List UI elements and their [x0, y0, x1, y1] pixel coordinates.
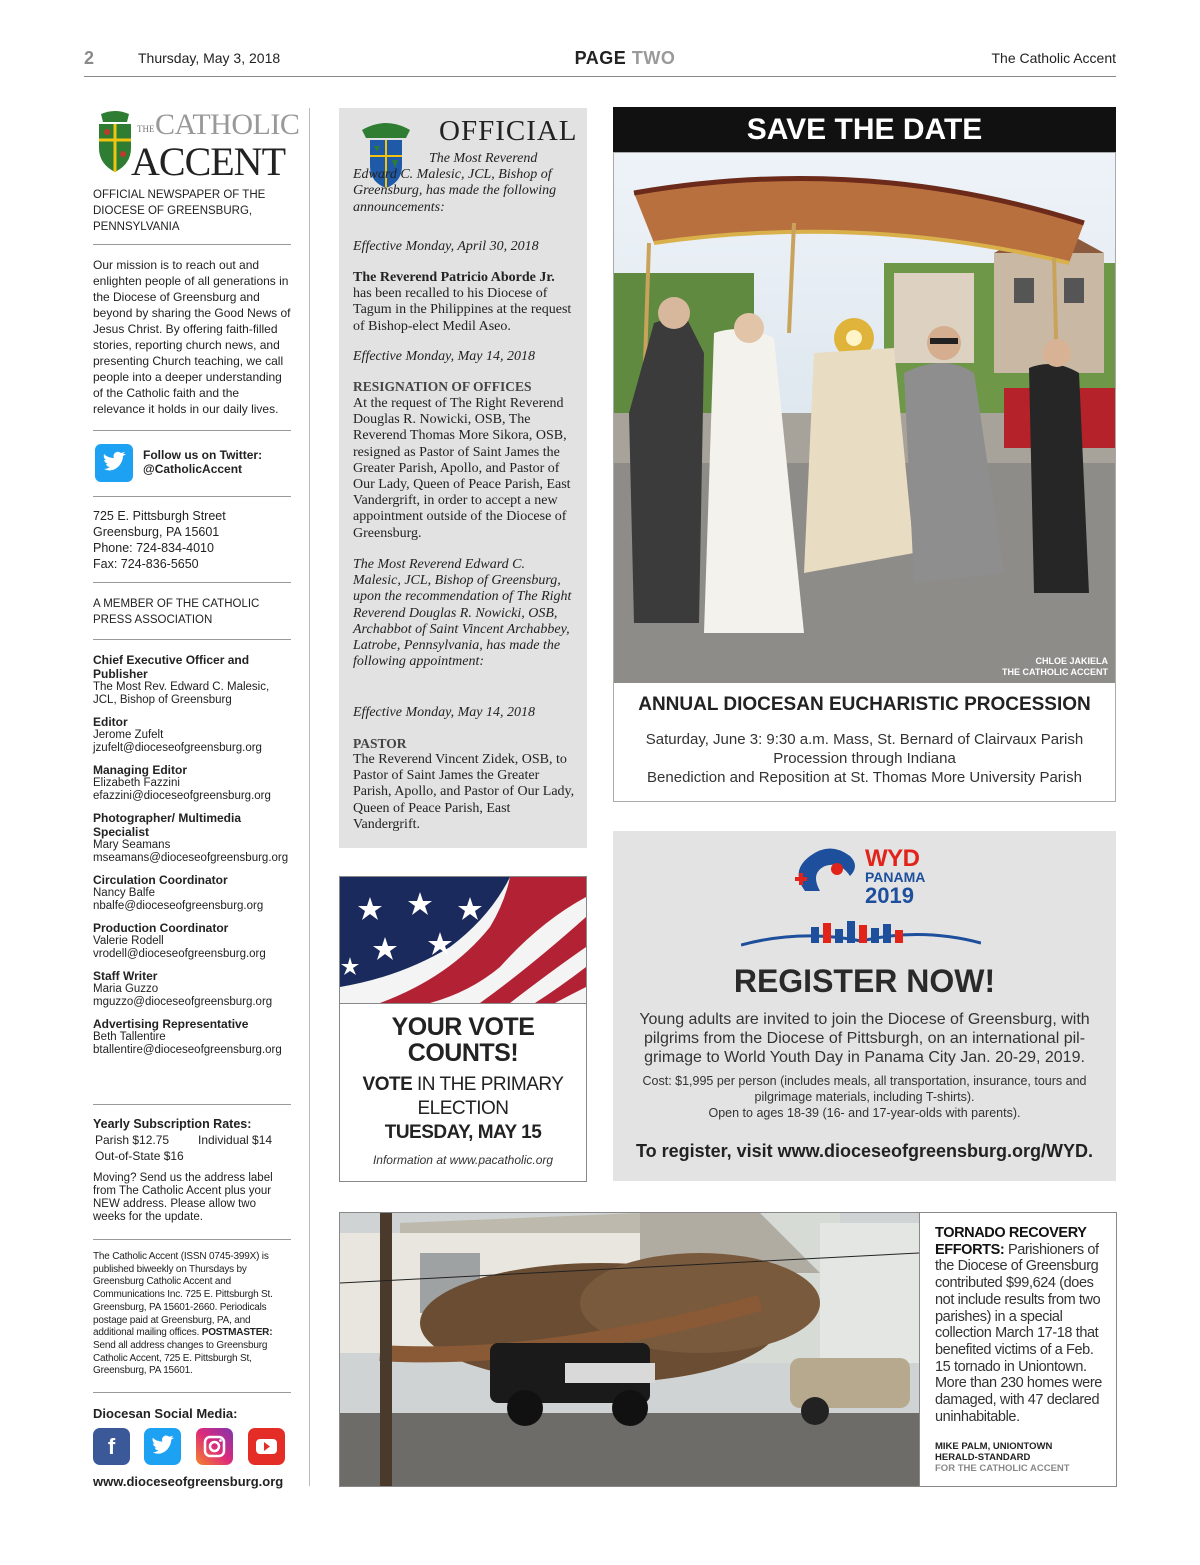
phone-number: Phone: 724-834-4010	[93, 541, 214, 555]
subscription-block	[93, 1116, 291, 1224]
vote-line-2: ELECTION	[417, 1098, 509, 1119]
resignation-text: At the request of The Right Reverend Douglas R. Nowicki, OSB, The Reverend Thomas More Sikora, OSB, resigned as Pastor of Saint James the Greater Parish, Apollo, and Pastor of Our Lady, Queen of Peace Parish, East Vandergrift, in order to accept a new appointment outside of the Diocese of Greensburg.	[353, 396, 571, 541]
staff-email[interactable]: vrodell@dioceseofgreensburg.org	[93, 948, 266, 960]
divider	[93, 582, 291, 583]
staff-email[interactable]: mguzzo@dioceseofgreensburg.org	[93, 996, 273, 1008]
section-title-light: TWO	[631, 48, 676, 68]
official-announcements	[339, 108, 587, 848]
staff-role: Editor	[93, 715, 128, 729]
tornado-heading: TORNADO RECOVERY EFFORTS:	[935, 1225, 1087, 1258]
staff-role: Managing Editor	[93, 763, 187, 777]
vote-line-1-rest: IN THE PRIMARY	[412, 1074, 564, 1095]
staff-name: Maria Guzzo	[93, 983, 159, 995]
recall-name: The Reverend Patricio Aborde Jr.	[353, 270, 555, 285]
divider	[919, 1213, 920, 1486]
postal-statement	[93, 1251, 291, 1378]
official-title: OFFICIAL	[439, 115, 578, 147]
logo-the: THE	[137, 124, 155, 134]
staff-email[interactable]: mseamans@dioceseofgreensburg.org	[93, 852, 289, 864]
vote-title-line-2: COUNTS!	[407, 1039, 519, 1067]
postal-text: The Catholic Accent (ISSN 0745-399X) is published biweekly on Thursdays by Greensburg Catholic Accent and Communications Inc. 725 E. Pittsburgh St. Greensburg, PA 15601-2660. Periodicals postage paid at Greensburg, PA, and additional mailing offices.	[93, 1251, 273, 1339]
procession-details	[614, 730, 1115, 787]
tornado-credit-name: MIKE PALM, UNIONTOWN	[935, 1441, 1053, 1452]
vote-line-1	[340, 1073, 586, 1097]
tornado-credit-for: FOR THE CATHOLIC ACCENT	[935, 1463, 1070, 1474]
logo-catholic: CATHOLIC	[155, 108, 300, 141]
issue-date: Thursday, May 3, 2018	[138, 50, 281, 66]
resignation-heading: RESIGNATION OF OFFICES	[353, 379, 532, 394]
twitter-icon[interactable]	[95, 444, 133, 482]
divider	[93, 1104, 291, 1105]
vote-line-3: TUESDAY, MAY 15	[384, 1122, 542, 1143]
mission-statement: Our mission is to reach out and enlighten people of all generations in the Diocese of Greensburg and beyond by sharing the Good News of Jesus Christ. By offering faith-filled stories, reporting church news, and presenting Church teaching, we call people into a deeper understanding of the Catholic faith and the relevance it holds in our daily lives.	[93, 258, 291, 416]
press-association: A MEMBER OF THE CATHOLIC PRESS ASSOCIATION	[93, 598, 260, 626]
divider	[340, 1003, 586, 1004]
address-line-1: 725 E. Pittsburgh Street	[93, 509, 226, 523]
save-the-date-banner: SAVE THE DATE	[613, 107, 1116, 152]
wyd-logo-year: 2019	[865, 883, 914, 908]
social-title: Diocesan Social Media:	[93, 1406, 238, 1421]
subscription-rates	[93, 1132, 291, 1148]
fax-number: Fax: 724-836-5650	[93, 557, 199, 571]
effective-date-1: Effective Monday, April 30, 2018	[353, 239, 539, 254]
effective-date-2: Effective Monday, May 14, 2018	[353, 349, 535, 364]
vote-ad	[339, 876, 587, 1182]
recall-text: has been recalled to his Diocese of Tagum in the Philippines at the request of Bishop-elect Medil Aseo.	[353, 286, 572, 334]
staff-name: The Most Rev. Edward C. Malesic, JCL, Bishop of Greensburg	[93, 681, 270, 706]
procession-line-1: Saturday, June 3: 9:30 a.m. Mass, St. Bernard of Clairvaux Parish	[645, 731, 1084, 748]
masthead-logo	[93, 108, 300, 184]
youtube-icon[interactable]	[248, 1428, 285, 1465]
twitter-label: Follow us on Twitter:	[143, 448, 263, 462]
effective-date-3: Effective Monday, May 14, 2018	[353, 705, 535, 720]
tornado-credit-org: HERALD-STANDARD	[935, 1452, 1031, 1463]
moving-notice: Moving? Send us the address label from The Catholic Accent plus your NEW address. Please allow two weeks for the update.	[93, 1172, 273, 1223]
staff-name: Jerome Zufelt	[93, 729, 164, 741]
instagram-icon[interactable]	[196, 1428, 233, 1465]
staff-role: Chief Executive Officer and Publisher	[93, 653, 250, 681]
parish-rate: Parish $12.75	[95, 1133, 170, 1147]
tornado-caption	[935, 1225, 1105, 1425]
wyd-description: Young adults are invited to join the Diocese of Greensburg, with pilgrims from the Diocese of Pittsburgh, on an international pil-grimage to World Youth Day in Panama City Jan. 20-29, 2019.	[639, 1011, 1090, 1066]
staff-name: Mary Seamans	[93, 839, 171, 851]
individual-rate: Individual $14	[198, 1133, 273, 1147]
section-title	[540, 48, 710, 69]
divider	[93, 1239, 291, 1240]
twitter-follow	[143, 448, 262, 476]
staff-email[interactable]: nbalfe@dioceseofgreensburg.org	[93, 900, 264, 912]
staff-name: Beth Tallentire	[93, 1031, 166, 1043]
wyd-cost: Cost: $1,995 per person (includes meals, all transportation, insurance, tours and pilgrimage materials, including T-shirts).	[642, 1074, 1087, 1104]
tornado-feature	[339, 1212, 1117, 1487]
staff-role: Photographer/ Multimedia Specialist	[93, 811, 242, 839]
vote-title	[340, 1014, 586, 1066]
staff-email[interactable]: efazzini@dioceseofgreensburg.org	[93, 790, 271, 802]
website-link[interactable]: www.dioceseofgreensburg.org	[93, 1474, 284, 1489]
photo-credit-name: CHLOE JAKIELA	[1035, 656, 1108, 666]
divider	[93, 1392, 291, 1393]
vote-line-1-bold: VOTE	[362, 1074, 413, 1095]
wyd-logo-panama: PANAMA	[865, 869, 926, 885]
logo-accent: ACCENT	[131, 139, 285, 184]
procession-line-2: Procession through Indiana	[773, 750, 956, 767]
recall-announcement	[353, 270, 575, 335]
staff-role: Staff Writer	[93, 969, 158, 983]
procession-line-3: Benediction and Reposition at St. Thomas More University Parish	[647, 769, 1082, 786]
tornado-damage-photo	[340, 1213, 919, 1486]
staff-list	[93, 646, 291, 1057]
procession-photo	[614, 153, 1115, 683]
staff-role: Advertising Representative	[93, 1017, 249, 1031]
facebook-icon[interactable]: f	[93, 1428, 130, 1465]
american-flag-image	[340, 877, 586, 1003]
section-title-bold: PAGE	[574, 48, 627, 68]
save-the-date-box	[613, 152, 1116, 802]
wyd-logo-text: WYD	[865, 845, 920, 872]
staff-email[interactable]: btallentire@dioceseofgreensburg.org	[93, 1044, 282, 1056]
staff-name: Nancy Balfe	[93, 887, 156, 899]
recommendation-text: The Most Reverend Edward C. Malesic, JCL, Bishop of Greensburg, upon the recommendation of The Right Reverend Douglas R. Nowicki, OSB, Archabbot of Saint Vincent Archabbey, Latrobe, Pennsylvania, has made the following appointment:	[353, 557, 572, 670]
official-intro: The Most Reverend Edward C. Malesic, JCL, Bishop of Greensburg, has made the following announcements:	[353, 151, 557, 215]
wyd-ages: Open to ages 18-39 (16- and 17-year-olds with parents).	[708, 1106, 1021, 1120]
staff-name: Elizabeth Fazzini	[93, 777, 180, 789]
photo-credit	[1002, 656, 1108, 678]
procession-title: ANNUAL DIOCESAN EUCHARISTIC PROCESSION	[638, 694, 1091, 715]
tornado-text: Parishioners of the Diocese of Greensburg contributed $99,624 (does not include results from two parishes) in a special collection March 17-18 that benefited victims of a Feb. 15 tornado in Uniontown. More than 230 homes were damaged, with 47 declared uninhabitable.	[935, 1241, 1102, 1425]
page-number: 2	[84, 48, 95, 68]
vote-body	[340, 1073, 586, 1145]
out-of-state-rate: Out-of-State $16	[95, 1149, 184, 1163]
staff-role: Production Coordinator	[93, 921, 229, 935]
divider	[93, 496, 291, 497]
photo-credit-org: THE CATHOLIC ACCENT	[1002, 667, 1108, 677]
postmaster-text: Send all address changes to Greensburg Catholic Accent, 725 E. Pittsburgh St, Greensburg, PA 15601.	[93, 1339, 268, 1377]
address-line-2: Greensburg, PA 15601	[93, 525, 220, 539]
divider	[93, 430, 291, 431]
twitter-handle[interactable]: @CatholicAccent	[143, 462, 243, 476]
vote-info-link[interactable]: Information at www.pacatholic.org	[372, 1153, 554, 1167]
publication-name: The Catholic Accent	[991, 50, 1116, 66]
staff-email[interactable]: jzufelt@dioceseofgreensburg.org	[93, 742, 262, 754]
wyd-logo-icon	[785, 841, 865, 911]
tornado-photo-credit	[935, 1441, 1105, 1474]
column-rule	[309, 108, 310, 1486]
postmaster-label: POSTMASTER:	[201, 1327, 273, 1339]
panama-skyline-icon	[741, 919, 981, 949]
staff-name: Valerie Rodell	[93, 935, 164, 947]
wyd-ad	[613, 831, 1116, 1181]
vote-title-line-1: YOUR VOTE	[391, 1013, 535, 1041]
header-rule	[84, 76, 1116, 77]
twitter-social-icon[interactable]	[144, 1428, 181, 1465]
wyd-register-link[interactable]: To register, visit www.dioceseofgreensburg.org/WYD.	[635, 1141, 1094, 1161]
subscription-title: Yearly Subscription Rates:	[93, 1117, 252, 1131]
masthead-tagline: OFFICIAL NEWSPAPER OF THE DIOCESE OF GREENSBURG, PENNSYLVANIA	[93, 189, 266, 233]
pastor-heading: PASTOR	[353, 736, 407, 751]
divider	[93, 639, 291, 640]
register-now-title: REGISTER NOW!	[733, 963, 996, 999]
divider	[93, 244, 291, 245]
staff-role: Circulation Coordinator	[93, 873, 228, 887]
contact-block	[93, 508, 291, 572]
pastor-text: The Reverend Vincent Zidek, OSB, to Pastor of Saint James the Greater Parish, Apollo, and Pastor of Our Lady, Queen of Peace Parish, East Vandergrift.	[353, 752, 575, 832]
